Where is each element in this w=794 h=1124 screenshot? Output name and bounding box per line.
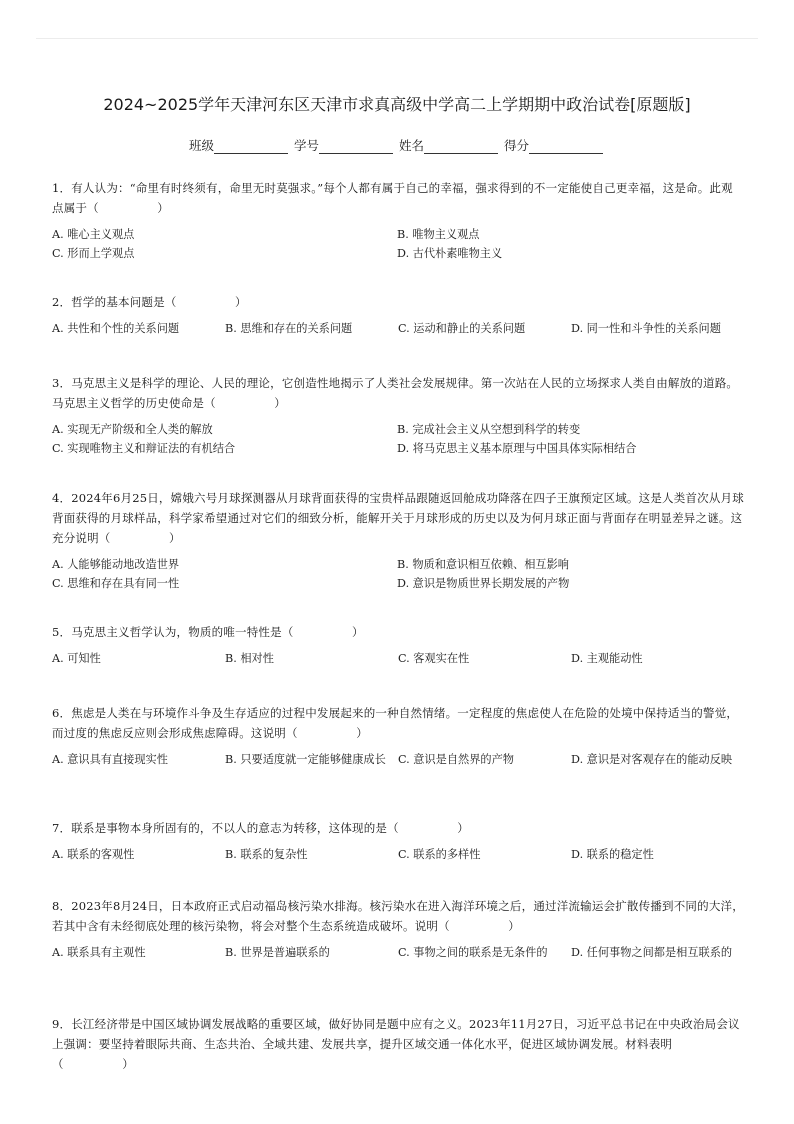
student-id-label: 学号 bbox=[293, 138, 319, 153]
question-stem: 2．哲学的基本问题是（ ） bbox=[52, 295, 247, 309]
question-stem: 5．马克思主义哲学认为，物质的唯一特性是（ ） bbox=[52, 625, 364, 639]
question-stem: 1．有人认为：“命里有时终须有，命里无时莫强求。”每个人都有属于自己的幸福，强求得到的不一定能使自己更幸福，这是命。此观点属于（ ） bbox=[52, 181, 733, 215]
score-label: 得分 bbox=[503, 138, 529, 153]
option-d[interactable]: D. 意识是物质世界长期发展的产物 bbox=[397, 577, 570, 590]
option-d[interactable]: D. 联系的稳定性 bbox=[571, 848, 654, 861]
question-stem: 3．马克思主义是科学的理论、人民的理论，它创造性地揭示了人类社会发展规律。第一次站在人民的立场探求人类自由解放的道路。马克思主义哲学的历史使命是（ ） bbox=[52, 376, 739, 410]
option-b[interactable]: B. 世界是普遍联系的 bbox=[225, 946, 330, 959]
option-c[interactable]: C. 实现唯物主义和辩证法的有机结合 bbox=[52, 442, 236, 455]
option-a[interactable]: A. 唯心主义观点 bbox=[52, 228, 135, 241]
option-b[interactable]: B. 思维和存在的关系问题 bbox=[225, 322, 353, 335]
option-a[interactable]: A. 实现无产阶级和全人类的解放 bbox=[52, 423, 213, 436]
question-options bbox=[52, 319, 744, 338]
option-a[interactable]: A. 共性和个性的关系问题 bbox=[52, 322, 180, 335]
option-d[interactable]: D. 同一性和斗争性的关系问题 bbox=[571, 322, 721, 335]
option-a[interactable]: A. 人能够能动地改造世界 bbox=[52, 558, 180, 571]
student-info-line bbox=[0, 136, 794, 154]
option-a[interactable]: A. 可知性 bbox=[52, 652, 101, 665]
question-6 bbox=[52, 703, 744, 769]
option-c[interactable]: C. 形而上学观点 bbox=[52, 247, 135, 260]
question-options bbox=[52, 943, 744, 962]
option-b[interactable]: B. 联系的复杂性 bbox=[225, 848, 308, 861]
question-7 bbox=[52, 818, 744, 864]
option-c[interactable]: C. 事物之间的联系是无条件的 bbox=[398, 946, 548, 959]
score-field[interactable] bbox=[529, 139, 603, 154]
question-stem: 6．焦虑是人类在与环境作斗争及生存适应的过程中发展起来的一种自然情绪。一定程度的焦虑使人在危险的处境中保持适当的警觉，而过度的焦虑反应则会形成焦虑障碍。这说明（ ） bbox=[52, 706, 739, 740]
question-options bbox=[52, 555, 744, 593]
question-options bbox=[52, 649, 744, 668]
class-label: 班级 bbox=[188, 138, 214, 153]
question-stem: 4．2024年6月25日，嫦娥六号月球探测器从月球背面获得的宝贵样品跟随返回舱成功降落在四子王旗预定区域。这是人类首次从月球背面获得的月球样品，科学家希望通过对它们的细致分析，能解开关于月球形成的历史以及为何月球正面与背面存在明显差异之谜。这充分说明（ ） bbox=[52, 491, 744, 545]
option-d[interactable]: D. 古代朴素唯物主义 bbox=[397, 247, 503, 260]
question-8 bbox=[52, 896, 744, 962]
option-c[interactable]: C. 联系的多样性 bbox=[398, 848, 481, 861]
option-a[interactable]: A. 联系的客观性 bbox=[52, 848, 135, 861]
option-c[interactable]: C. 运动和静止的关系问题 bbox=[398, 322, 526, 335]
header-divider bbox=[36, 38, 758, 39]
option-c[interactable]: C. 意识是自然界的产物 bbox=[398, 753, 514, 766]
question-1 bbox=[52, 178, 744, 263]
question-3 bbox=[52, 373, 744, 458]
option-b[interactable]: B. 物质和意识相互依赖、相互影响 bbox=[397, 558, 569, 571]
question-stem: 7．联系是事物本身所固有的，不以人的意志为转移，这体现的是（ ） bbox=[52, 821, 470, 835]
question-options bbox=[52, 420, 744, 458]
question-options bbox=[52, 750, 744, 769]
option-b[interactable]: B. 唯物主义观点 bbox=[397, 228, 480, 241]
question-options bbox=[52, 225, 744, 263]
option-b[interactable]: B. 只要适度就一定能够健康成长 bbox=[225, 753, 386, 766]
option-c[interactable]: C. 客观实在性 bbox=[398, 652, 470, 665]
class-field[interactable] bbox=[214, 139, 288, 154]
question-2 bbox=[52, 292, 744, 338]
option-b[interactable]: B. 相对性 bbox=[225, 652, 274, 665]
option-d[interactable]: D. 主观能动性 bbox=[571, 652, 643, 665]
name-field[interactable] bbox=[424, 139, 498, 154]
option-d[interactable]: D. 任何事物之间都是相互联系的 bbox=[571, 946, 733, 959]
name-label: 姓名 bbox=[398, 138, 424, 153]
question-stem: 9．长江经济带是中国区域协调发展战略的重要区域，做好协同是题中应有之义。2023年11月27日，习近平总书记在中央政治局会议上强调：要坚持着眼际共商、生态共治、全域共建、发展共享，提升区域交通一体化水平，促进区域协调发展。材料表明（ ） bbox=[52, 1017, 740, 1071]
option-b[interactable]: B. 完成社会主义从空想到科学的转变 bbox=[397, 423, 581, 436]
option-a[interactable]: A. 联系具有主观性 bbox=[52, 946, 146, 959]
option-d[interactable]: D. 意识是对客观存在的能动反映 bbox=[571, 753, 733, 766]
question-options bbox=[52, 845, 744, 864]
question-stem: 8．2023年8月24日，日本政府正式启动福岛核污染水排海。核污染水在进入海洋环境之后，通过洋流输运会扩散传播到不同的大洋，若其中含有未经彻底处理的核污染物，将会对整个生态系统造成破坏。说明（ ） bbox=[52, 899, 744, 933]
option-d[interactable]: D. 将马克思主义基本原理与中国具体实际相结合 bbox=[397, 442, 637, 455]
page-title: 2024~2025学年天津河东区天津市求真高级中学高二上学期期中政治试卷[原题版] bbox=[103, 95, 691, 114]
option-a[interactable]: A. 意识具有直接现实性 bbox=[52, 753, 168, 766]
question-9 bbox=[52, 1014, 744, 1074]
question-4 bbox=[52, 488, 744, 593]
option-c[interactable]: C. 思维和存在具有同一性 bbox=[52, 577, 180, 590]
question-5 bbox=[52, 622, 744, 668]
student-id-field[interactable] bbox=[319, 139, 393, 154]
